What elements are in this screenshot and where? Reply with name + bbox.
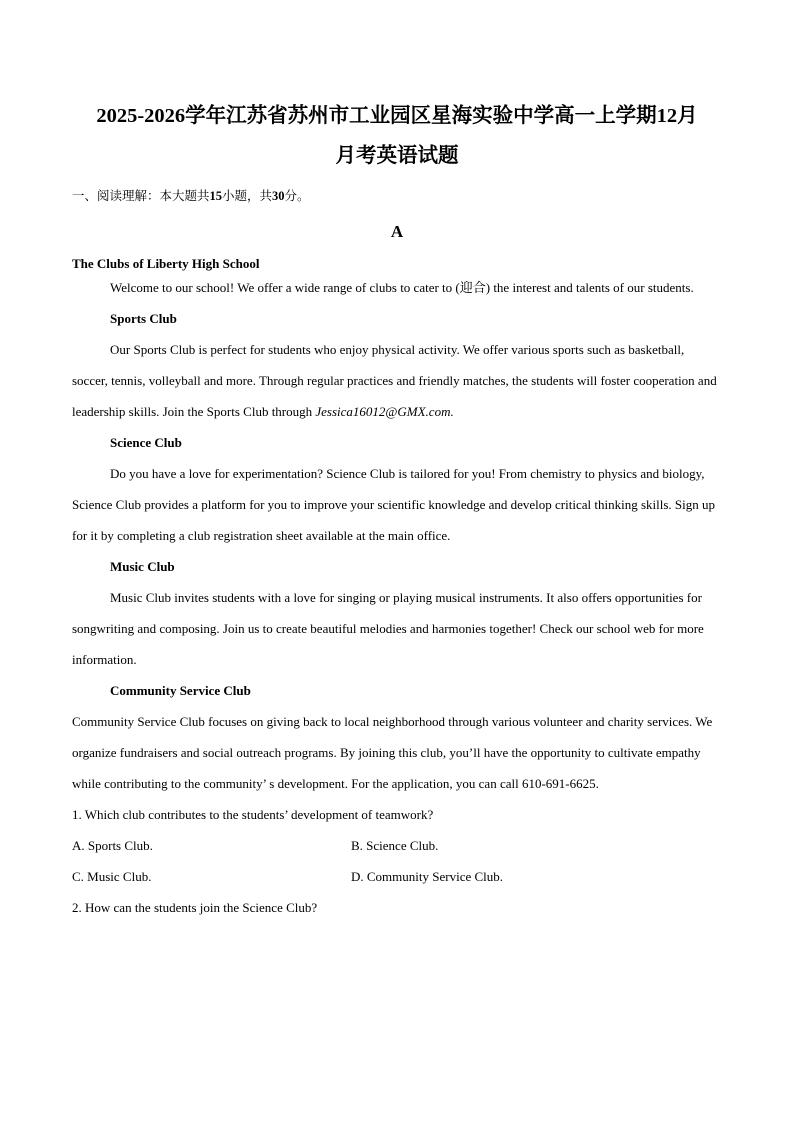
section-score: 30 [272,189,285,203]
document-page [72,96,722,923]
club-email: Jessica16012@GMX.com. [315,404,454,419]
club-heading-community: Community Service Club [110,683,251,698]
club-text-music: Music Club invites students with a love for singing or playing musical instruments. It also offers opportunities for songwriting and composing. Join us to create beautiful melodies and harmonies together! Check our school web for more information. [72,590,704,667]
option-a: A. Sports Club. [72,838,153,853]
question-1-stem: 1. Which club contributes to the students’ development of teamwork? [72,807,434,822]
question-1-options-row-1 [72,830,722,861]
article-title: The Clubs of Liberty High School [72,256,260,271]
option-d: D. Community Service Club. [351,869,504,884]
question-count: 15 [209,189,223,203]
option-b: B. Science Club. [351,838,439,853]
club-text-sports: Our Sports Club is perfect for students who enjoy physical activity. We offer various sports such as basketball, soccer, tennis, volleyball and more. Through regular practices and friendly matches, the students will foster cooperation and leadership skills. Join the Sports Club through Jessica16012@GMX.com. [72,342,717,419]
club-heading-sports: Sports Club [110,311,177,326]
article-intro: Welcome to our school! We offer a wide range of clubs to cater to (迎合) the interest and talents of our students. [110,280,694,295]
document-title [72,96,722,176]
question-2-stem: 2. How can the students join the Science Club? [72,900,318,915]
club-heading-science: Science Club [110,435,182,450]
club-text-science: Do you have a love for experimentation? Science Club is tailored for you! From chemistry to physics and biology, Science Club provides a platform for you to improve your scientific knowledge and develop critical thinking skills. Sign up for it by completing a club registration sheet available at the main office. [72,466,716,543]
title-line-1: 2025-2026学年江苏省苏州市工业园区星海实验中学高一上学期12月 [96,105,698,127]
option-c: C. Music Club. [72,869,152,884]
club-heading-music: Music Club [110,559,175,574]
part-letter: A [390,222,404,241]
question-1-options-row-2 [72,861,722,892]
section-heading: 一、阅读理解：本大题共15小题，共30分。 [72,189,310,203]
club-text-community: Community Service Club focuses on giving back to local neighborhood through various volunteer and charity services. We organize fundraisers and social outreach programs. By joining this club, you’ll have the opportunity to cultivate empathy while contributing to the community’ s development. For the application, you can call 610-691-6625. [72,714,713,791]
title-line-2: 月考英语试题 [335,145,459,167]
